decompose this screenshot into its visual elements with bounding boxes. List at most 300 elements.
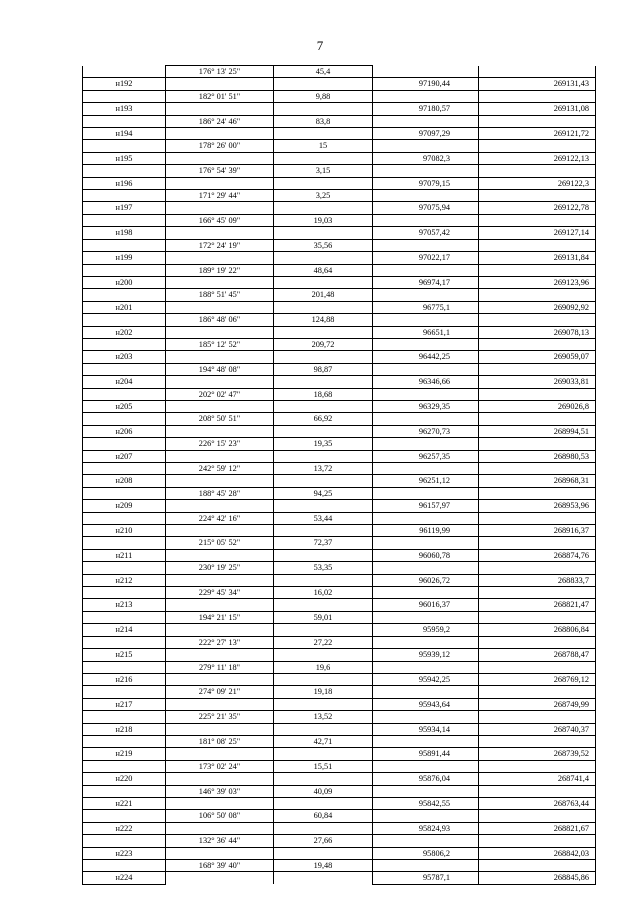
direction-angle: 194° 21' 15" xyxy=(166,611,274,623)
empty-cell xyxy=(274,525,373,537)
point-x-coordinate: 95959,2 xyxy=(373,624,479,636)
segment-length: 9,88 xyxy=(274,90,373,102)
empty-cell xyxy=(166,152,274,164)
segment-length: 94,25 xyxy=(274,487,373,499)
empty-cell xyxy=(479,512,596,524)
point-name: н204 xyxy=(83,376,166,388)
point-name: н219 xyxy=(83,748,166,760)
point-y-coordinate: 268788,47 xyxy=(479,649,596,661)
point-name: н214 xyxy=(83,624,166,636)
empty-cell xyxy=(83,438,166,450)
empty-cell xyxy=(373,115,479,127)
empty-cell xyxy=(83,512,166,524)
empty-cell xyxy=(83,363,166,375)
empty-cell xyxy=(479,115,596,127)
empty-cell xyxy=(83,289,166,301)
empty-cell xyxy=(373,487,479,499)
empty-cell xyxy=(479,537,596,549)
segment-length: 3,25 xyxy=(274,190,373,202)
point-x-coordinate: 95806,2 xyxy=(373,847,479,859)
point-x-coordinate: 96157,97 xyxy=(373,500,479,512)
segment-row xyxy=(83,214,596,226)
empty-cell xyxy=(166,450,274,462)
empty-cell xyxy=(274,227,373,239)
point-row xyxy=(83,177,596,189)
empty-cell xyxy=(166,822,274,834)
point-y-coordinate: 268833,7 xyxy=(479,574,596,586)
point-row xyxy=(83,376,596,388)
empty-cell xyxy=(274,872,373,884)
empty-cell xyxy=(166,624,274,636)
empty-cell xyxy=(83,463,166,475)
empty-cell xyxy=(83,239,166,251)
empty-cell xyxy=(166,227,274,239)
point-x-coordinate: 95934,14 xyxy=(373,723,479,735)
point-row xyxy=(83,450,596,462)
empty-cell xyxy=(83,735,166,747)
empty-cell xyxy=(83,140,166,152)
empty-cell xyxy=(83,785,166,797)
empty-cell xyxy=(479,810,596,822)
empty-cell xyxy=(274,748,373,760)
segment-row xyxy=(83,860,596,872)
point-name: н215 xyxy=(83,649,166,661)
empty-cell xyxy=(373,214,479,226)
segment-row xyxy=(83,760,596,772)
point-x-coordinate: 96257,35 xyxy=(373,450,479,462)
point-row xyxy=(83,822,596,834)
empty-cell xyxy=(166,252,274,264)
point-x-coordinate: 95787,1 xyxy=(373,872,479,884)
empty-cell xyxy=(166,649,274,661)
empty-cell xyxy=(479,860,596,872)
direction-angle: 230° 19' 25" xyxy=(166,562,274,574)
point-name: н193 xyxy=(83,103,166,115)
point-y-coordinate: 269123,96 xyxy=(479,276,596,288)
empty-cell xyxy=(373,661,479,673)
empty-cell xyxy=(274,599,373,611)
direction-angle: 224° 42' 16" xyxy=(166,512,274,524)
segment-length: 45,4 xyxy=(274,66,373,78)
empty-cell xyxy=(479,587,596,599)
point-x-coordinate: 96651,1 xyxy=(373,326,479,338)
empty-cell xyxy=(83,214,166,226)
point-row xyxy=(83,276,596,288)
point-name: н223 xyxy=(83,847,166,859)
point-x-coordinate: 97180,57 xyxy=(373,103,479,115)
segment-length: 27,66 xyxy=(274,835,373,847)
point-row xyxy=(83,574,596,586)
direction-angle: 188° 45' 28" xyxy=(166,487,274,499)
empty-cell xyxy=(166,748,274,760)
empty-cell xyxy=(479,314,596,326)
direction-angle: 172° 24' 19" xyxy=(166,239,274,251)
point-name: н203 xyxy=(83,351,166,363)
point-x-coordinate: 95891,44 xyxy=(373,748,479,760)
empty-cell xyxy=(373,686,479,698)
point-x-coordinate: 96251,12 xyxy=(373,475,479,487)
point-x-coordinate: 96974,17 xyxy=(373,276,479,288)
segment-length: 40,09 xyxy=(274,785,373,797)
empty-cell xyxy=(274,797,373,809)
point-y-coordinate: 268739,52 xyxy=(479,748,596,760)
empty-cell xyxy=(479,338,596,350)
empty-cell xyxy=(373,785,479,797)
empty-cell xyxy=(83,66,166,78)
empty-cell xyxy=(83,314,166,326)
segment-row xyxy=(83,140,596,152)
point-y-coordinate: 269078,13 xyxy=(479,326,596,338)
empty-cell xyxy=(479,190,596,202)
empty-cell xyxy=(166,500,274,512)
segment-length: 83,8 xyxy=(274,115,373,127)
empty-cell xyxy=(166,425,274,437)
empty-cell xyxy=(83,587,166,599)
direction-angle: 176° 13' 25" xyxy=(166,66,274,78)
empty-cell xyxy=(83,711,166,723)
empty-cell xyxy=(274,549,373,561)
empty-cell xyxy=(274,202,373,214)
point-row xyxy=(83,673,596,685)
direction-angle: 188° 51' 45" xyxy=(166,289,274,301)
empty-cell xyxy=(166,276,274,288)
point-y-coordinate: 269131,84 xyxy=(479,252,596,264)
segment-length: 66,92 xyxy=(274,413,373,425)
point-name: н208 xyxy=(83,475,166,487)
empty-cell xyxy=(83,338,166,350)
segment-row xyxy=(83,661,596,673)
direction-angle: 176° 54' 39" xyxy=(166,165,274,177)
segment-row xyxy=(83,785,596,797)
segment-row xyxy=(83,487,596,499)
point-name: н196 xyxy=(83,177,166,189)
point-x-coordinate: 97082,3 xyxy=(373,152,479,164)
point-x-coordinate: 97079,15 xyxy=(373,177,479,189)
empty-cell xyxy=(373,611,479,623)
segment-row xyxy=(83,338,596,350)
empty-cell xyxy=(166,574,274,586)
segment-length: 209,72 xyxy=(274,338,373,350)
empty-cell xyxy=(373,314,479,326)
empty-cell xyxy=(83,686,166,698)
direction-angle: 189° 19' 22" xyxy=(166,264,274,276)
empty-cell xyxy=(83,835,166,847)
empty-cell xyxy=(83,860,166,872)
point-name: н194 xyxy=(83,128,166,140)
direction-angle: 146° 39' 03" xyxy=(166,785,274,797)
empty-cell xyxy=(83,611,166,623)
point-y-coordinate: 268763,44 xyxy=(479,797,596,809)
point-name: н192 xyxy=(83,78,166,90)
empty-cell xyxy=(274,574,373,586)
segment-length: 19,18 xyxy=(274,686,373,698)
direction-angle: 229° 45' 34" xyxy=(166,587,274,599)
empty-cell xyxy=(373,537,479,549)
point-name: н201 xyxy=(83,301,166,313)
empty-cell xyxy=(373,512,479,524)
empty-cell xyxy=(274,276,373,288)
empty-cell xyxy=(274,252,373,264)
segment-row xyxy=(83,289,596,301)
point-y-coordinate: 269092,92 xyxy=(479,301,596,313)
empty-cell xyxy=(479,463,596,475)
point-name: н218 xyxy=(83,723,166,735)
empty-cell xyxy=(479,835,596,847)
segment-row xyxy=(83,686,596,698)
empty-cell xyxy=(479,363,596,375)
direction-angle: 171° 29' 44" xyxy=(166,190,274,202)
coordinates-table-body xyxy=(83,66,596,885)
empty-cell xyxy=(274,773,373,785)
segment-length: 48,64 xyxy=(274,264,373,276)
segment-length: 15 xyxy=(274,140,373,152)
empty-cell xyxy=(274,450,373,462)
empty-cell xyxy=(479,165,596,177)
empty-cell xyxy=(166,400,274,412)
direction-angle: 185° 12' 52" xyxy=(166,338,274,350)
empty-cell xyxy=(274,624,373,636)
segment-row xyxy=(83,463,596,475)
empty-cell xyxy=(373,388,479,400)
point-x-coordinate: 96346,66 xyxy=(373,376,479,388)
coordinates-table xyxy=(82,65,596,885)
point-x-coordinate: 96442,25 xyxy=(373,351,479,363)
empty-cell xyxy=(166,177,274,189)
empty-cell xyxy=(373,413,479,425)
point-y-coordinate: 268741,4 xyxy=(479,773,596,785)
empty-cell xyxy=(479,289,596,301)
empty-cell xyxy=(83,388,166,400)
point-row xyxy=(83,649,596,661)
point-y-coordinate: 268842,03 xyxy=(479,847,596,859)
segment-length: 72,37 xyxy=(274,537,373,549)
empty-cell xyxy=(479,760,596,772)
empty-cell xyxy=(479,785,596,797)
empty-cell xyxy=(166,351,274,363)
direction-angle: 168° 39' 40" xyxy=(166,860,274,872)
empty-cell xyxy=(274,326,373,338)
empty-cell xyxy=(373,562,479,574)
direction-angle: 279° 11' 18" xyxy=(166,661,274,673)
empty-cell xyxy=(166,103,274,115)
point-row xyxy=(83,847,596,859)
empty-cell xyxy=(274,847,373,859)
segment-length: 19,6 xyxy=(274,661,373,673)
empty-cell xyxy=(166,326,274,338)
point-x-coordinate: 95942,25 xyxy=(373,673,479,685)
point-name: н217 xyxy=(83,698,166,710)
empty-cell xyxy=(479,388,596,400)
point-row xyxy=(83,599,596,611)
direction-angle: 194° 48' 08" xyxy=(166,363,274,375)
point-y-coordinate: 268769,12 xyxy=(479,673,596,685)
empty-cell xyxy=(479,264,596,276)
point-name: н224 xyxy=(83,872,166,884)
segment-row xyxy=(83,587,596,599)
point-x-coordinate: 95842,55 xyxy=(373,797,479,809)
point-row xyxy=(83,78,596,90)
empty-cell xyxy=(479,686,596,698)
point-name: н209 xyxy=(83,500,166,512)
point-name: н199 xyxy=(83,252,166,264)
empty-cell xyxy=(166,673,274,685)
empty-cell xyxy=(166,847,274,859)
point-name: н205 xyxy=(83,400,166,412)
point-x-coordinate: 96016,37 xyxy=(373,599,479,611)
segment-row xyxy=(83,66,596,78)
empty-cell xyxy=(373,66,479,78)
point-y-coordinate: 268749,99 xyxy=(479,698,596,710)
point-row xyxy=(83,748,596,760)
empty-cell xyxy=(274,475,373,487)
point-x-coordinate: 97097,29 xyxy=(373,128,479,140)
empty-cell xyxy=(479,438,596,450)
segment-length: 124,88 xyxy=(274,314,373,326)
segment-length: 19,48 xyxy=(274,860,373,872)
empty-cell xyxy=(479,214,596,226)
point-x-coordinate: 96329,35 xyxy=(373,400,479,412)
empty-cell xyxy=(373,438,479,450)
point-x-coordinate: 95943,64 xyxy=(373,698,479,710)
empty-cell xyxy=(274,78,373,90)
segment-row xyxy=(83,711,596,723)
empty-cell xyxy=(83,487,166,499)
point-x-coordinate: 97190,44 xyxy=(373,78,479,90)
point-row xyxy=(83,351,596,363)
empty-cell xyxy=(274,649,373,661)
direction-angle: 202° 02' 47" xyxy=(166,388,274,400)
empty-cell xyxy=(479,239,596,251)
empty-cell xyxy=(479,735,596,747)
point-row xyxy=(83,400,596,412)
point-name: н197 xyxy=(83,202,166,214)
point-row xyxy=(83,128,596,140)
point-row xyxy=(83,698,596,710)
point-name: н221 xyxy=(83,797,166,809)
direction-angle: 215° 05' 52" xyxy=(166,537,274,549)
empty-cell xyxy=(373,338,479,350)
empty-cell xyxy=(479,90,596,102)
point-x-coordinate: 97022,17 xyxy=(373,252,479,264)
direction-angle: 226° 15' 23" xyxy=(166,438,274,450)
segment-row xyxy=(83,537,596,549)
empty-cell xyxy=(166,376,274,388)
point-y-coordinate: 269059,07 xyxy=(479,351,596,363)
point-name: н195 xyxy=(83,152,166,164)
segment-row xyxy=(83,835,596,847)
point-name: н207 xyxy=(83,450,166,462)
point-name: н198 xyxy=(83,227,166,239)
point-y-coordinate: 268953,96 xyxy=(479,500,596,512)
page-number: 7 xyxy=(316,38,324,53)
point-row xyxy=(83,152,596,164)
point-y-coordinate: 269131,08 xyxy=(479,103,596,115)
empty-cell xyxy=(166,128,274,140)
segment-length: 19,35 xyxy=(274,438,373,450)
empty-cell xyxy=(479,636,596,648)
empty-cell xyxy=(373,587,479,599)
empty-cell xyxy=(166,723,274,735)
direction-angle: 186° 48' 06" xyxy=(166,314,274,326)
point-row xyxy=(83,227,596,239)
point-row xyxy=(83,624,596,636)
empty-cell xyxy=(373,165,479,177)
segment-length: 59,01 xyxy=(274,611,373,623)
point-name: н211 xyxy=(83,549,166,561)
segment-length: 15,51 xyxy=(274,760,373,772)
point-x-coordinate: 96270,73 xyxy=(373,425,479,437)
segment-row xyxy=(83,388,596,400)
point-row xyxy=(83,500,596,512)
segment-length: 98,87 xyxy=(274,363,373,375)
segment-row xyxy=(83,810,596,822)
point-row xyxy=(83,549,596,561)
empty-cell xyxy=(166,698,274,710)
direction-angle: 178° 26' 00" xyxy=(166,140,274,152)
empty-cell xyxy=(166,549,274,561)
empty-cell xyxy=(166,773,274,785)
segment-row xyxy=(83,512,596,524)
empty-cell xyxy=(373,90,479,102)
empty-cell xyxy=(274,723,373,735)
empty-cell xyxy=(83,115,166,127)
point-y-coordinate: 268821,67 xyxy=(479,822,596,834)
empty-cell xyxy=(166,301,274,313)
empty-cell xyxy=(166,78,274,90)
segment-length: 53,44 xyxy=(274,512,373,524)
point-x-coordinate: 95876,04 xyxy=(373,773,479,785)
empty-cell xyxy=(479,611,596,623)
point-x-coordinate: 97057,42 xyxy=(373,227,479,239)
point-y-coordinate: 268968,31 xyxy=(479,475,596,487)
segment-length: 201,48 xyxy=(274,289,373,301)
point-y-coordinate: 268994,51 xyxy=(479,425,596,437)
point-y-coordinate: 268740,37 xyxy=(479,723,596,735)
direction-angle: 181° 08' 25" xyxy=(166,735,274,747)
point-y-coordinate: 269122,3 xyxy=(479,177,596,189)
point-y-coordinate: 269122,13 xyxy=(479,152,596,164)
point-row xyxy=(83,797,596,809)
point-row xyxy=(83,425,596,437)
segment-length: 3,15 xyxy=(274,165,373,177)
point-y-coordinate: 268980,53 xyxy=(479,450,596,462)
empty-cell xyxy=(373,636,479,648)
segment-row xyxy=(83,611,596,623)
point-y-coordinate: 269033,81 xyxy=(479,376,596,388)
point-name: н213 xyxy=(83,599,166,611)
point-row xyxy=(83,301,596,313)
point-y-coordinate: 268821,47 xyxy=(479,599,596,611)
empty-cell xyxy=(166,475,274,487)
segment-row xyxy=(83,363,596,375)
segment-length: 53,35 xyxy=(274,562,373,574)
point-row xyxy=(83,326,596,338)
point-x-coordinate: 97075,94 xyxy=(373,202,479,214)
empty-cell xyxy=(373,363,479,375)
direction-angle: 208° 50' 51" xyxy=(166,413,274,425)
direction-angle: 186° 24' 46" xyxy=(166,115,274,127)
empty-cell xyxy=(83,537,166,549)
direction-angle: 242° 59' 12" xyxy=(166,463,274,475)
point-row xyxy=(83,475,596,487)
point-y-coordinate: 269026,8 xyxy=(479,400,596,412)
empty-cell xyxy=(373,810,479,822)
point-x-coordinate: 96119,99 xyxy=(373,525,479,537)
empty-cell xyxy=(83,264,166,276)
segment-row xyxy=(83,115,596,127)
empty-cell xyxy=(479,66,596,78)
point-y-coordinate: 268845,86 xyxy=(479,872,596,884)
